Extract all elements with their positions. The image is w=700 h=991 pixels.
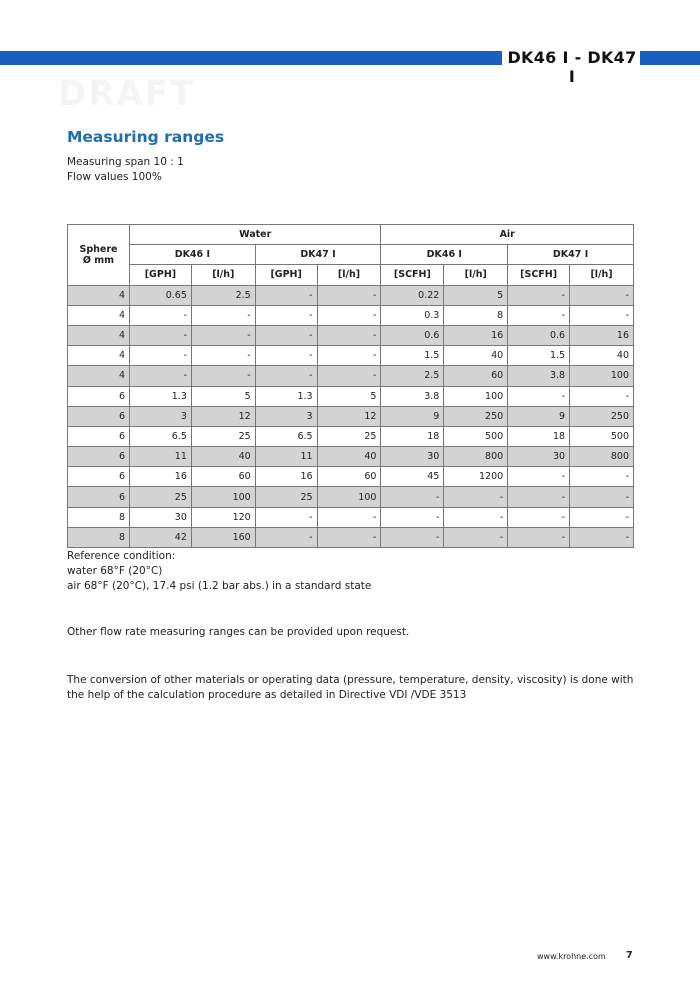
- table-cell: 9: [381, 406, 444, 426]
- table-row: [68, 325, 634, 345]
- table-row: [68, 527, 634, 547]
- table-cell: 5: [317, 386, 381, 406]
- table-cell: 18: [381, 426, 444, 446]
- unit-header: [GPH]: [255, 265, 317, 285]
- table-cell: 16: [444, 325, 508, 345]
- table-cell: -: [255, 507, 317, 527]
- water-dk46-header: DK46 I: [129, 245, 255, 265]
- table-cell: -: [570, 527, 634, 547]
- table-row: [68, 467, 634, 487]
- table-cell: -: [570, 305, 634, 325]
- table-cell: 60: [444, 366, 508, 386]
- table-cell: 1200: [444, 467, 508, 487]
- reference-condition-label: Reference condition:: [67, 550, 176, 562]
- table-cell: -: [508, 305, 570, 325]
- table-cell: -: [444, 527, 508, 547]
- table-cell: 100: [191, 487, 255, 507]
- table-cell: 0.3: [381, 305, 444, 325]
- table-cell: -: [570, 487, 634, 507]
- table-cell: -: [317, 305, 381, 325]
- section-title: Measuring ranges: [67, 128, 225, 146]
- sphere-cell: 6: [68, 386, 130, 406]
- table-cell: 25: [255, 487, 317, 507]
- table-cell: 60: [191, 467, 255, 487]
- document-title: DK46 I - DK47 I: [507, 48, 637, 86]
- table-cell: -: [317, 325, 381, 345]
- table-cell: 250: [444, 406, 508, 426]
- table-cell: -: [444, 487, 508, 507]
- table-row: [68, 406, 634, 426]
- table-row: [68, 346, 634, 366]
- table-cell: -: [508, 386, 570, 406]
- table-cell: 1.5: [508, 346, 570, 366]
- table-cell: 30: [508, 447, 570, 467]
- sphere-cell: 6: [68, 426, 130, 446]
- water-header: Water: [129, 225, 380, 245]
- reference-water: water 68°F (20°C): [67, 565, 163, 577]
- table-cell: -: [570, 386, 634, 406]
- table-cell: 16: [570, 325, 634, 345]
- table-cell: 160: [191, 527, 255, 547]
- table-cell: 25: [129, 487, 191, 507]
- table-cell: -: [444, 507, 508, 527]
- sphere-cell: 4: [68, 346, 130, 366]
- table-cell: -: [508, 487, 570, 507]
- table-row: [68, 366, 634, 386]
- table-cell: 500: [570, 426, 634, 446]
- table-cell: 40: [570, 346, 634, 366]
- table-cell: 25: [317, 426, 381, 446]
- table-cell: -: [508, 467, 570, 487]
- table-cell: 42: [129, 527, 191, 547]
- table-cell: -: [129, 325, 191, 345]
- table-cell: 1.3: [255, 386, 317, 406]
- table-cell: -: [191, 305, 255, 325]
- table-cell: -: [317, 346, 381, 366]
- table-cell: 0.65: [129, 285, 191, 305]
- table-cell: 12: [191, 406, 255, 426]
- table-cell: 3: [255, 406, 317, 426]
- sphere-cell: 4: [68, 305, 130, 325]
- table-cell: 800: [570, 447, 634, 467]
- table-row: [68, 507, 634, 527]
- table-cell: 9: [508, 406, 570, 426]
- other-ranges-note: Other flow rate measuring ranges can be provided upon request.: [67, 626, 410, 638]
- water-dk47-header: DK47 I: [255, 245, 381, 265]
- table-cell: 1.3: [129, 386, 191, 406]
- table-cell: -: [255, 346, 317, 366]
- table-cell: 2.5: [191, 285, 255, 305]
- table-cell: -: [129, 346, 191, 366]
- table-cell: 16: [255, 467, 317, 487]
- table-cell: 40: [444, 346, 508, 366]
- table-cell: 120: [191, 507, 255, 527]
- table-cell: -: [317, 527, 381, 547]
- table-cell: 16: [129, 467, 191, 487]
- table-cell: 60: [317, 467, 381, 487]
- unit-header: [l/h]: [444, 265, 508, 285]
- unit-header: [SCFH]: [508, 265, 570, 285]
- table-cell: -: [255, 325, 317, 345]
- sphere-cell: 8: [68, 527, 130, 547]
- table-cell: 12: [317, 406, 381, 426]
- table-row: [68, 285, 634, 305]
- table-cell: -: [191, 346, 255, 366]
- air-dk46-header: DK46 I: [381, 245, 508, 265]
- table-cell: -: [255, 366, 317, 386]
- table-row: [68, 426, 634, 446]
- table-cell: 500: [444, 426, 508, 446]
- table-cell: -: [129, 305, 191, 325]
- header-bar-left: [0, 51, 502, 65]
- table-cell: 25: [191, 426, 255, 446]
- table-cell: 30: [129, 507, 191, 527]
- table-cell: 3: [129, 406, 191, 426]
- table-cell: -: [381, 527, 444, 547]
- table-cell: 40: [317, 447, 381, 467]
- header-row-units: [68, 265, 634, 285]
- table-cell: -: [129, 366, 191, 386]
- intro-text: [67, 155, 184, 185]
- unit-header: [SCFH]: [381, 265, 444, 285]
- table-row: [68, 386, 634, 406]
- table-cell: -: [570, 467, 634, 487]
- table-cell: -: [570, 285, 634, 305]
- table-cell: 3.8: [508, 366, 570, 386]
- table-cell: 800: [444, 447, 508, 467]
- air-dk47-header: DK47 I: [508, 245, 634, 265]
- footer-url-link[interactable]: www.krohne.com: [537, 952, 606, 961]
- flow-values-line: Flow values 100%: [67, 171, 162, 183]
- table-cell: 30: [381, 447, 444, 467]
- table-cell: 40: [191, 447, 255, 467]
- table-cell: -: [508, 507, 570, 527]
- sphere-cell: 6: [68, 406, 130, 426]
- sphere-header: Sphere Ø mm: [68, 225, 130, 286]
- table-cell: 6.5: [255, 426, 317, 446]
- table-cell: 6.5: [129, 426, 191, 446]
- table-cell: -: [381, 507, 444, 527]
- table-cell: 250: [570, 406, 634, 426]
- reference-notes: [67, 549, 637, 594]
- watermark: DRAFT: [58, 74, 196, 114]
- table-cell: 0.6: [508, 325, 570, 345]
- table-cell: 2.5: [381, 366, 444, 386]
- table-cell: -: [255, 305, 317, 325]
- header-row-devices: [68, 245, 634, 265]
- sphere-cell: 6: [68, 487, 130, 507]
- table-cell: 18: [508, 426, 570, 446]
- table-cell: 8: [444, 305, 508, 325]
- sphere-cell: 4: [68, 366, 130, 386]
- header-row-media: [68, 225, 634, 245]
- table-cell: 5: [191, 386, 255, 406]
- unit-header: [l/h]: [317, 265, 381, 285]
- conversion-note: The conversion of other materials or operating data (pressure, temperature, density, viscosity) is done with the help of the calculation procedure as detailed in Directive VDI /VDE 3513: [67, 674, 634, 701]
- sphere-cell: 4: [68, 285, 130, 305]
- table-cell: -: [255, 527, 317, 547]
- sphere-cell: 6: [68, 467, 130, 487]
- table-cell: 11: [129, 447, 191, 467]
- table-cell: -: [191, 366, 255, 386]
- measuring-span-line: Measuring span 10 : 1: [67, 156, 184, 168]
- table-cell: -: [191, 325, 255, 345]
- table-cell: 1.5: [381, 346, 444, 366]
- table-cell: 100: [570, 366, 634, 386]
- table-cell: 5: [444, 285, 508, 305]
- sphere-cell: 8: [68, 507, 130, 527]
- unit-header: [l/h]: [570, 265, 634, 285]
- table-cell: -: [317, 366, 381, 386]
- table-row: [68, 305, 634, 325]
- reference-air: air 68°F (20°C), 17.4 psi (1.2 bar abs.) in a standard state: [67, 580, 372, 592]
- table-cell: -: [255, 285, 317, 305]
- table-cell: -: [508, 285, 570, 305]
- sphere-cell: 6: [68, 447, 130, 467]
- table-cell: 3.8: [381, 386, 444, 406]
- table-cell: -: [570, 507, 634, 527]
- table-cell: -: [317, 285, 381, 305]
- table-cell: 100: [317, 487, 381, 507]
- table-cell: -: [508, 527, 570, 547]
- table-cell: -: [317, 507, 381, 527]
- sphere-cell: 4: [68, 325, 130, 345]
- unit-header: [GPH]: [129, 265, 191, 285]
- table-cell: -: [381, 487, 444, 507]
- table-cell: 0.6: [381, 325, 444, 345]
- page-number: 7: [626, 950, 633, 961]
- unit-header: [l/h]: [191, 265, 255, 285]
- header-bar-right: [640, 51, 700, 65]
- table-cell: 100: [444, 386, 508, 406]
- table-cell: 45: [381, 467, 444, 487]
- table-cell: 0.22: [381, 285, 444, 305]
- table-row: [68, 447, 634, 467]
- table-row: [68, 487, 634, 507]
- table-cell: 11: [255, 447, 317, 467]
- measuring-ranges-table: [67, 224, 634, 548]
- air-header: Air: [381, 225, 634, 245]
